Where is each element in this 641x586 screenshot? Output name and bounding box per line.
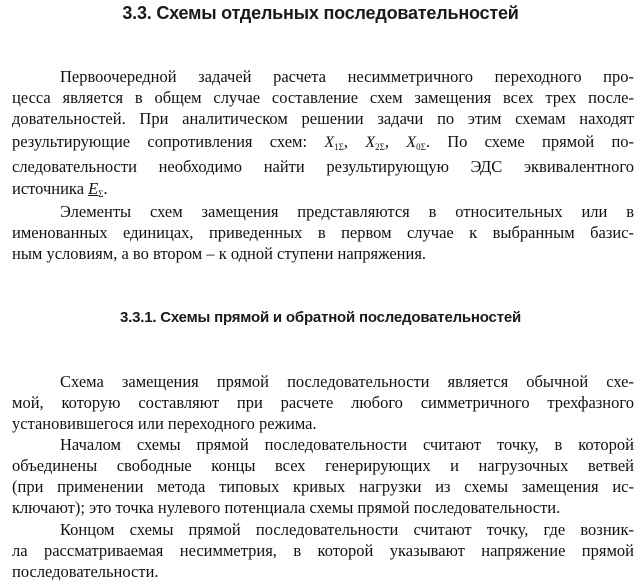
paragraph-line: следовательности необходимо найти результирующую ЭДС эквивалентного xyxy=(12,157,634,176)
paragraph-line: довательностей. При аналитическом решении задачи по этим схемам находят xyxy=(12,109,634,128)
paragraph-line: Началом схемы прямой последовательности считают точку, в которой xyxy=(60,435,634,454)
paragraph-line: Первоочередной задачей расчета несимметричного переходного про- xyxy=(60,67,634,86)
paragraph-text: . xyxy=(103,179,108,198)
paragraph-line: ла рассматриваемая несимметрия, в которой указывают напряжение прямой xyxy=(12,541,634,560)
resistance-x2-symbol: $X_{2\Sigma}$ xyxy=(365,134,385,152)
paragraph-line: цесса является в общем случае составление схем замещения всех трех после- xyxy=(12,88,634,107)
paragraph-line: Элементы схем замещения представляются в относительных или в xyxy=(60,202,634,221)
paragraph-text: результирующие сопротивления схем: xyxy=(12,132,308,151)
subsection-heading: 3.3.1. Схемы прямой и обратной последовательностей xyxy=(119,309,522,326)
paragraph-line: именованных единицах, приведенных в первом случае к выбранным базис- xyxy=(12,223,634,242)
paragraph-line: ключают); это точка нулевого потенциала схемы прямой последовательности. xyxy=(12,498,561,517)
resistance-x1-symbol: $X_{1\Sigma}$ xyxy=(324,134,344,152)
paragraph-line: последовательности. xyxy=(12,562,159,581)
paragraph-line: мой, которую составляют при расчете любого симметричного трехфазного xyxy=(12,393,634,412)
paragraph-line: Концом схемы прямой последовательности считают точку, где возник- xyxy=(60,520,634,539)
paragraph-text: источника xyxy=(12,179,85,198)
paragraph-line: установившегося или переходного режима. xyxy=(12,414,317,433)
resistance-x0-symbol: $X_{0\Sigma}$ xyxy=(406,134,426,152)
section-heading: 3.3. Схемы отдельных последовательностей xyxy=(122,3,519,23)
emf-e-symbol: $E_\Sigma$ xyxy=(88,179,104,199)
paragraph-line: (при применении метода типовых кривых нагрузки из схемы замещения ис- xyxy=(12,477,634,496)
paragraph-text: . По схеме прямой по- xyxy=(425,132,635,151)
paragraph-line-with-formula: результирующие сопротивления схем: $X_{1\Sigma}$, $X_{2\Sigma}$, $X_{0\Sigma}$. По схеме прямой по- xyxy=(12,132,635,152)
paragraph-line: Схема замещения прямой последовательности является обычной схе- xyxy=(60,372,634,391)
paragraph-line: ным условиям, а во втором – к одной ступени напряжения. xyxy=(12,244,427,263)
paragraph-line: объединены свободные концы всех генерирующих и нагрузочных ветвей xyxy=(12,456,634,475)
